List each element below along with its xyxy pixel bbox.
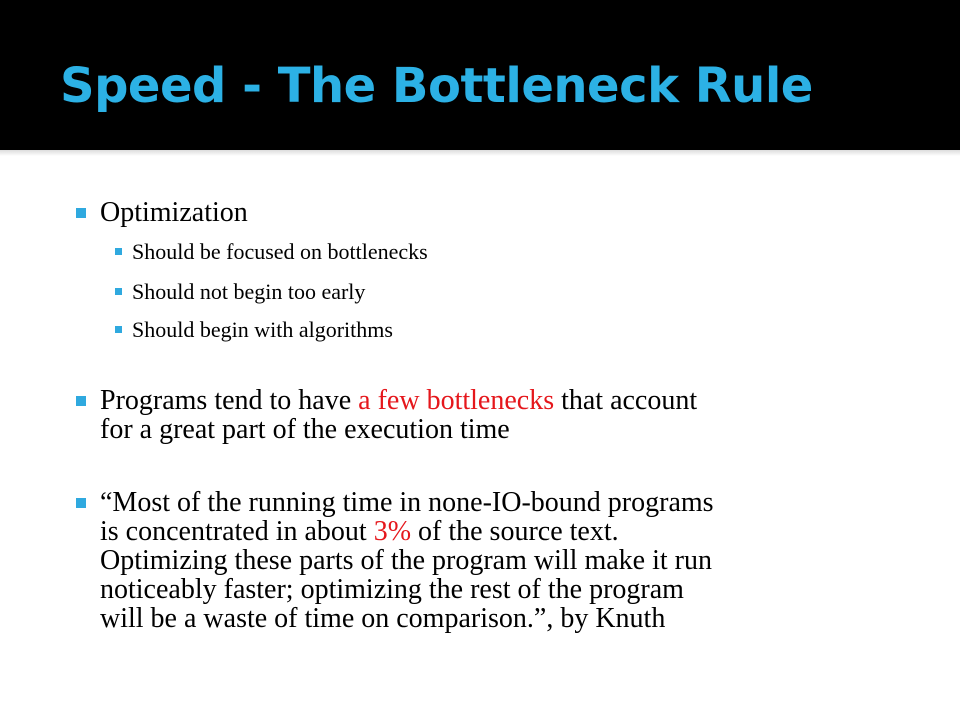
quote-line2 xyxy=(100,517,714,546)
bullet-optimization xyxy=(100,198,248,227)
bullet-programs xyxy=(100,386,697,444)
sub-bullet-algorithms xyxy=(132,318,393,342)
square-bullet-icon xyxy=(115,288,122,295)
bullet-optimization-label: Optimization xyxy=(100,197,248,228)
slide-title: Speed - The Bottleneck Rule xyxy=(60,58,813,114)
quote-line3: Optimizing these parts of the program will make it run xyxy=(100,545,712,576)
bullet-programs-line1 xyxy=(100,386,697,415)
text-span: that account xyxy=(554,385,698,416)
sub-bullet-focused xyxy=(132,240,428,264)
text-span: is concentrated in about xyxy=(100,516,374,547)
square-bullet-icon xyxy=(76,208,86,218)
quote-line1: “Most of the running time in none-IO-bound programs xyxy=(100,487,714,518)
highlight-text: a few bottlenecks xyxy=(358,385,555,416)
sub-bullet-early xyxy=(132,280,365,304)
bullet-programs-line2: for a great part of the execution time xyxy=(100,414,510,445)
quote-line5: will be a waste of time on comparison.”, by Knuth xyxy=(100,603,666,634)
bullet-knuth-quote xyxy=(100,488,714,633)
square-bullet-icon xyxy=(76,498,86,508)
sub-bullet-text: Should not begin too early xyxy=(132,279,366,304)
square-bullet-icon xyxy=(115,326,122,333)
square-bullet-icon xyxy=(76,396,86,406)
sub-bullet-text: Should begin with algorithms xyxy=(132,317,393,342)
highlight-text: 3% xyxy=(373,516,412,547)
quote-line4: noticeably faster; optimizing the rest of the program xyxy=(100,574,684,605)
text-span: of the source text. xyxy=(411,516,619,547)
sub-bullet-text: Should be focused on bottlenecks xyxy=(132,239,428,264)
square-bullet-icon xyxy=(115,248,122,255)
text-span: Programs tend to have xyxy=(100,385,359,416)
